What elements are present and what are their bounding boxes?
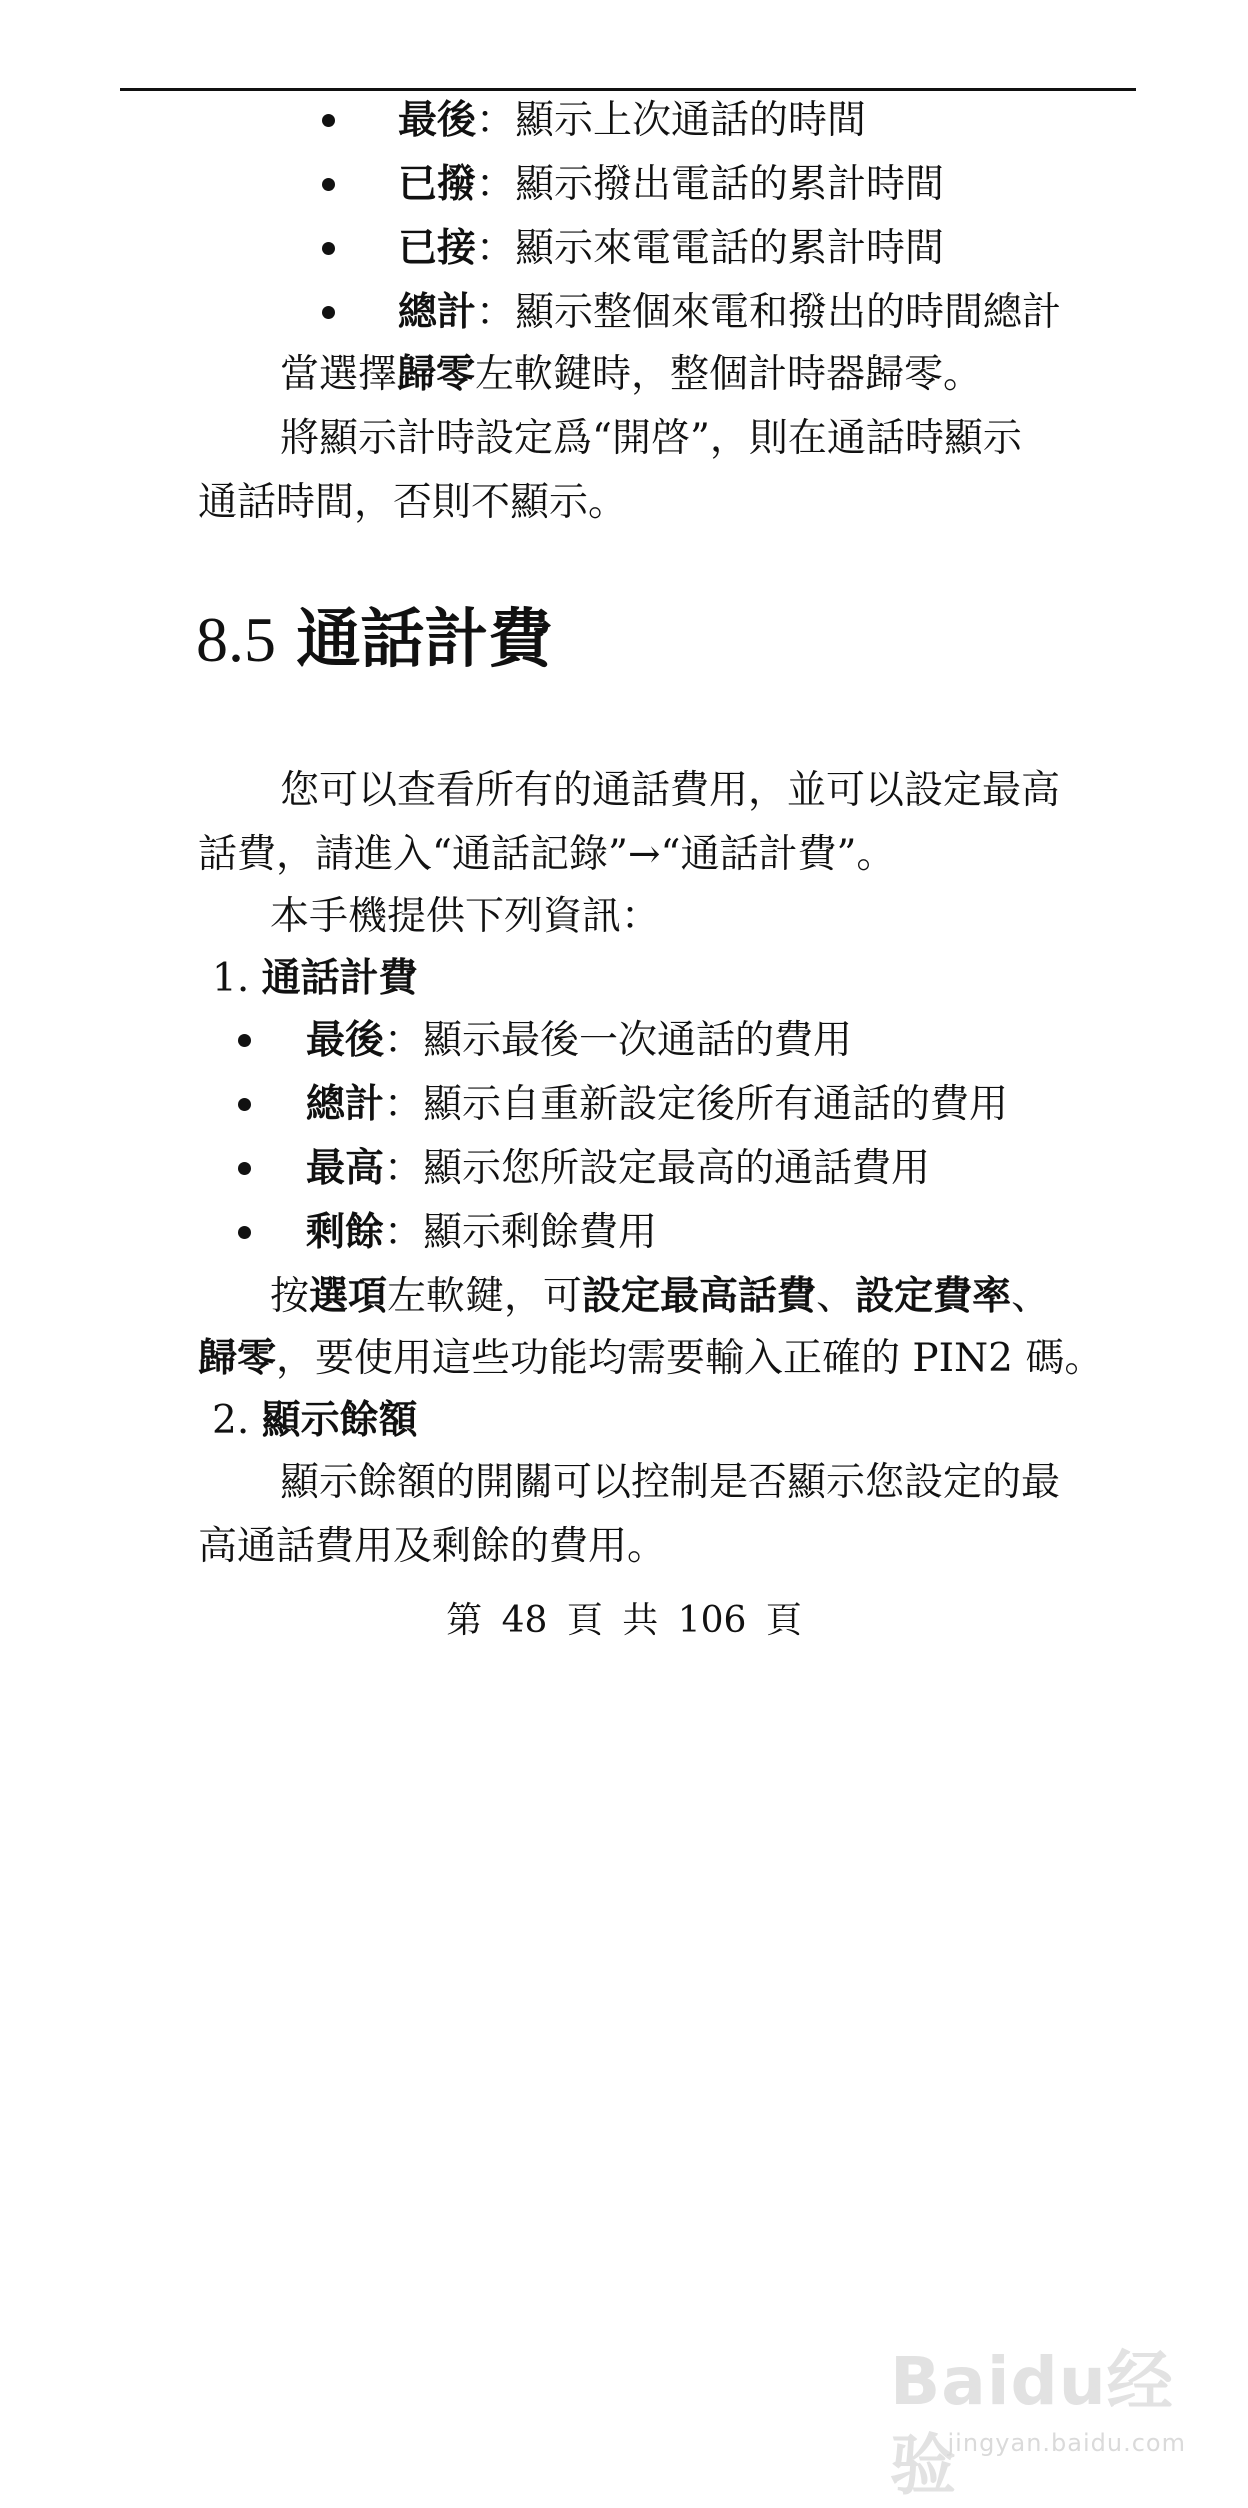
header-rule bbox=[120, 88, 1136, 91]
options-paragraph-line2 bbox=[198, 1334, 1103, 1384]
bold-term: 選項 bbox=[309, 1274, 388, 1319]
item-description: 顯示最後一次通話的費用 bbox=[423, 1018, 853, 1063]
item-separator: ： bbox=[384, 1082, 424, 1127]
bullet-icon bbox=[238, 1162, 251, 1175]
item-term: 已撥 bbox=[398, 162, 477, 207]
list-title: 通話計費 bbox=[261, 956, 418, 1001]
item-separator: ： bbox=[476, 226, 516, 271]
text-run: 、 bbox=[816, 1274, 856, 1319]
item-term: 剩餘 bbox=[306, 1210, 385, 1255]
page-footer: 第 48 頁 共 106 頁 bbox=[446, 1600, 802, 1641]
reset-paragraph bbox=[280, 350, 982, 400]
bold-term: 歸零 bbox=[397, 352, 476, 397]
section-heading bbox=[196, 600, 552, 680]
bold-term: 設定最高話費 bbox=[582, 1274, 817, 1319]
item-description: 顯示您所設定最高的通話費用 bbox=[423, 1146, 931, 1191]
text-run: 當選擇 bbox=[280, 352, 398, 397]
item-separator: ： bbox=[384, 1018, 424, 1063]
text-run: 左軟鍵時，整個計時器歸零。 bbox=[475, 352, 983, 397]
list-item bbox=[306, 1208, 657, 1258]
text-run: 按 bbox=[270, 1274, 310, 1319]
list-title: 顯示餘額 bbox=[261, 1398, 418, 1443]
item-separator: ： bbox=[476, 162, 516, 207]
item-term: 已接 bbox=[398, 226, 477, 271]
item-description: 顯示來電電話的累計時間 bbox=[515, 226, 945, 271]
item-term: 最後 bbox=[306, 1018, 385, 1063]
intro-line1: 您可以查看所有的通話費用，並可以設定最高 bbox=[280, 768, 1061, 813]
item-term: 總計 bbox=[398, 290, 477, 335]
intro-line2: 話費，請進入“通話記錄”→“通話計費”。 bbox=[198, 832, 896, 877]
item-description: 顯示自重新設定後所有通話的費用 bbox=[423, 1082, 1009, 1127]
item-separator: ： bbox=[476, 98, 516, 143]
options-paragraph-line1 bbox=[270, 1272, 1050, 1322]
bullet-icon bbox=[322, 114, 335, 127]
list-item bbox=[398, 96, 866, 146]
list1-heading bbox=[212, 954, 418, 1004]
balance-paragraph-line1: 顯示餘額的開關可以控制是否顯示您設定的最 bbox=[280, 1460, 1061, 1505]
section-number: 8.5 bbox=[196, 604, 276, 675]
text-run: 、 bbox=[1011, 1274, 1051, 1319]
item-description: 顯示剩餘費用 bbox=[423, 1210, 658, 1255]
bullet-icon bbox=[238, 1034, 251, 1047]
section-title: 通話計費 bbox=[296, 603, 553, 677]
item-separator: ： bbox=[384, 1210, 424, 1255]
list2-heading bbox=[212, 1396, 418, 1446]
item-term: 總計 bbox=[306, 1082, 385, 1127]
item-separator: ： bbox=[476, 290, 516, 335]
list-item bbox=[398, 160, 944, 210]
item-description: 顯示整個來電和撥出的時間總計 bbox=[515, 290, 1062, 335]
balance-paragraph-line2: 高通話費用及剩餘的費用。 bbox=[198, 1524, 667, 1569]
bullet-icon bbox=[238, 1226, 251, 1239]
list-item bbox=[398, 224, 944, 274]
watermark-logo: Baidu经验 bbox=[890, 2343, 1174, 2504]
watermark-url: jingyan.baidu.com bbox=[947, 2429, 1186, 2457]
bullet-icon bbox=[322, 306, 335, 319]
bold-term: 歸零 bbox=[198, 1336, 277, 1381]
item-description: 顯示上次通話的時間 bbox=[515, 98, 867, 143]
text-run: ，要使用這些功能均需要輸入正確的 PIN2 碼。 bbox=[276, 1336, 1104, 1381]
list-item bbox=[306, 1144, 930, 1194]
item-separator: ： bbox=[384, 1146, 424, 1191]
list-item bbox=[306, 1080, 1008, 1130]
bullet-icon bbox=[322, 178, 335, 191]
display-paragraph-line1: 將顯示計時設定爲“開啓”，則在通話時顯示 bbox=[280, 416, 1022, 461]
list-number: 1. bbox=[212, 956, 250, 1001]
item-term: 最高 bbox=[306, 1146, 385, 1191]
bullet-icon bbox=[322, 242, 335, 255]
intro-line3: 本手機提供下列資訊： bbox=[270, 894, 661, 939]
item-description: 顯示撥出電話的累計時間 bbox=[515, 162, 945, 207]
display-paragraph-line2: 通話時間，否則不顯示。 bbox=[198, 480, 628, 525]
watermark bbox=[886, 2340, 1186, 2504]
list-item bbox=[306, 1016, 852, 1066]
list-number: 2. bbox=[212, 1398, 250, 1443]
list-item bbox=[398, 288, 1061, 338]
item-term: 最後 bbox=[398, 98, 477, 143]
text-run: 左軟鍵，可 bbox=[387, 1274, 583, 1319]
bold-term: 設定費率 bbox=[855, 1274, 1012, 1319]
bullet-icon bbox=[238, 1098, 251, 1111]
